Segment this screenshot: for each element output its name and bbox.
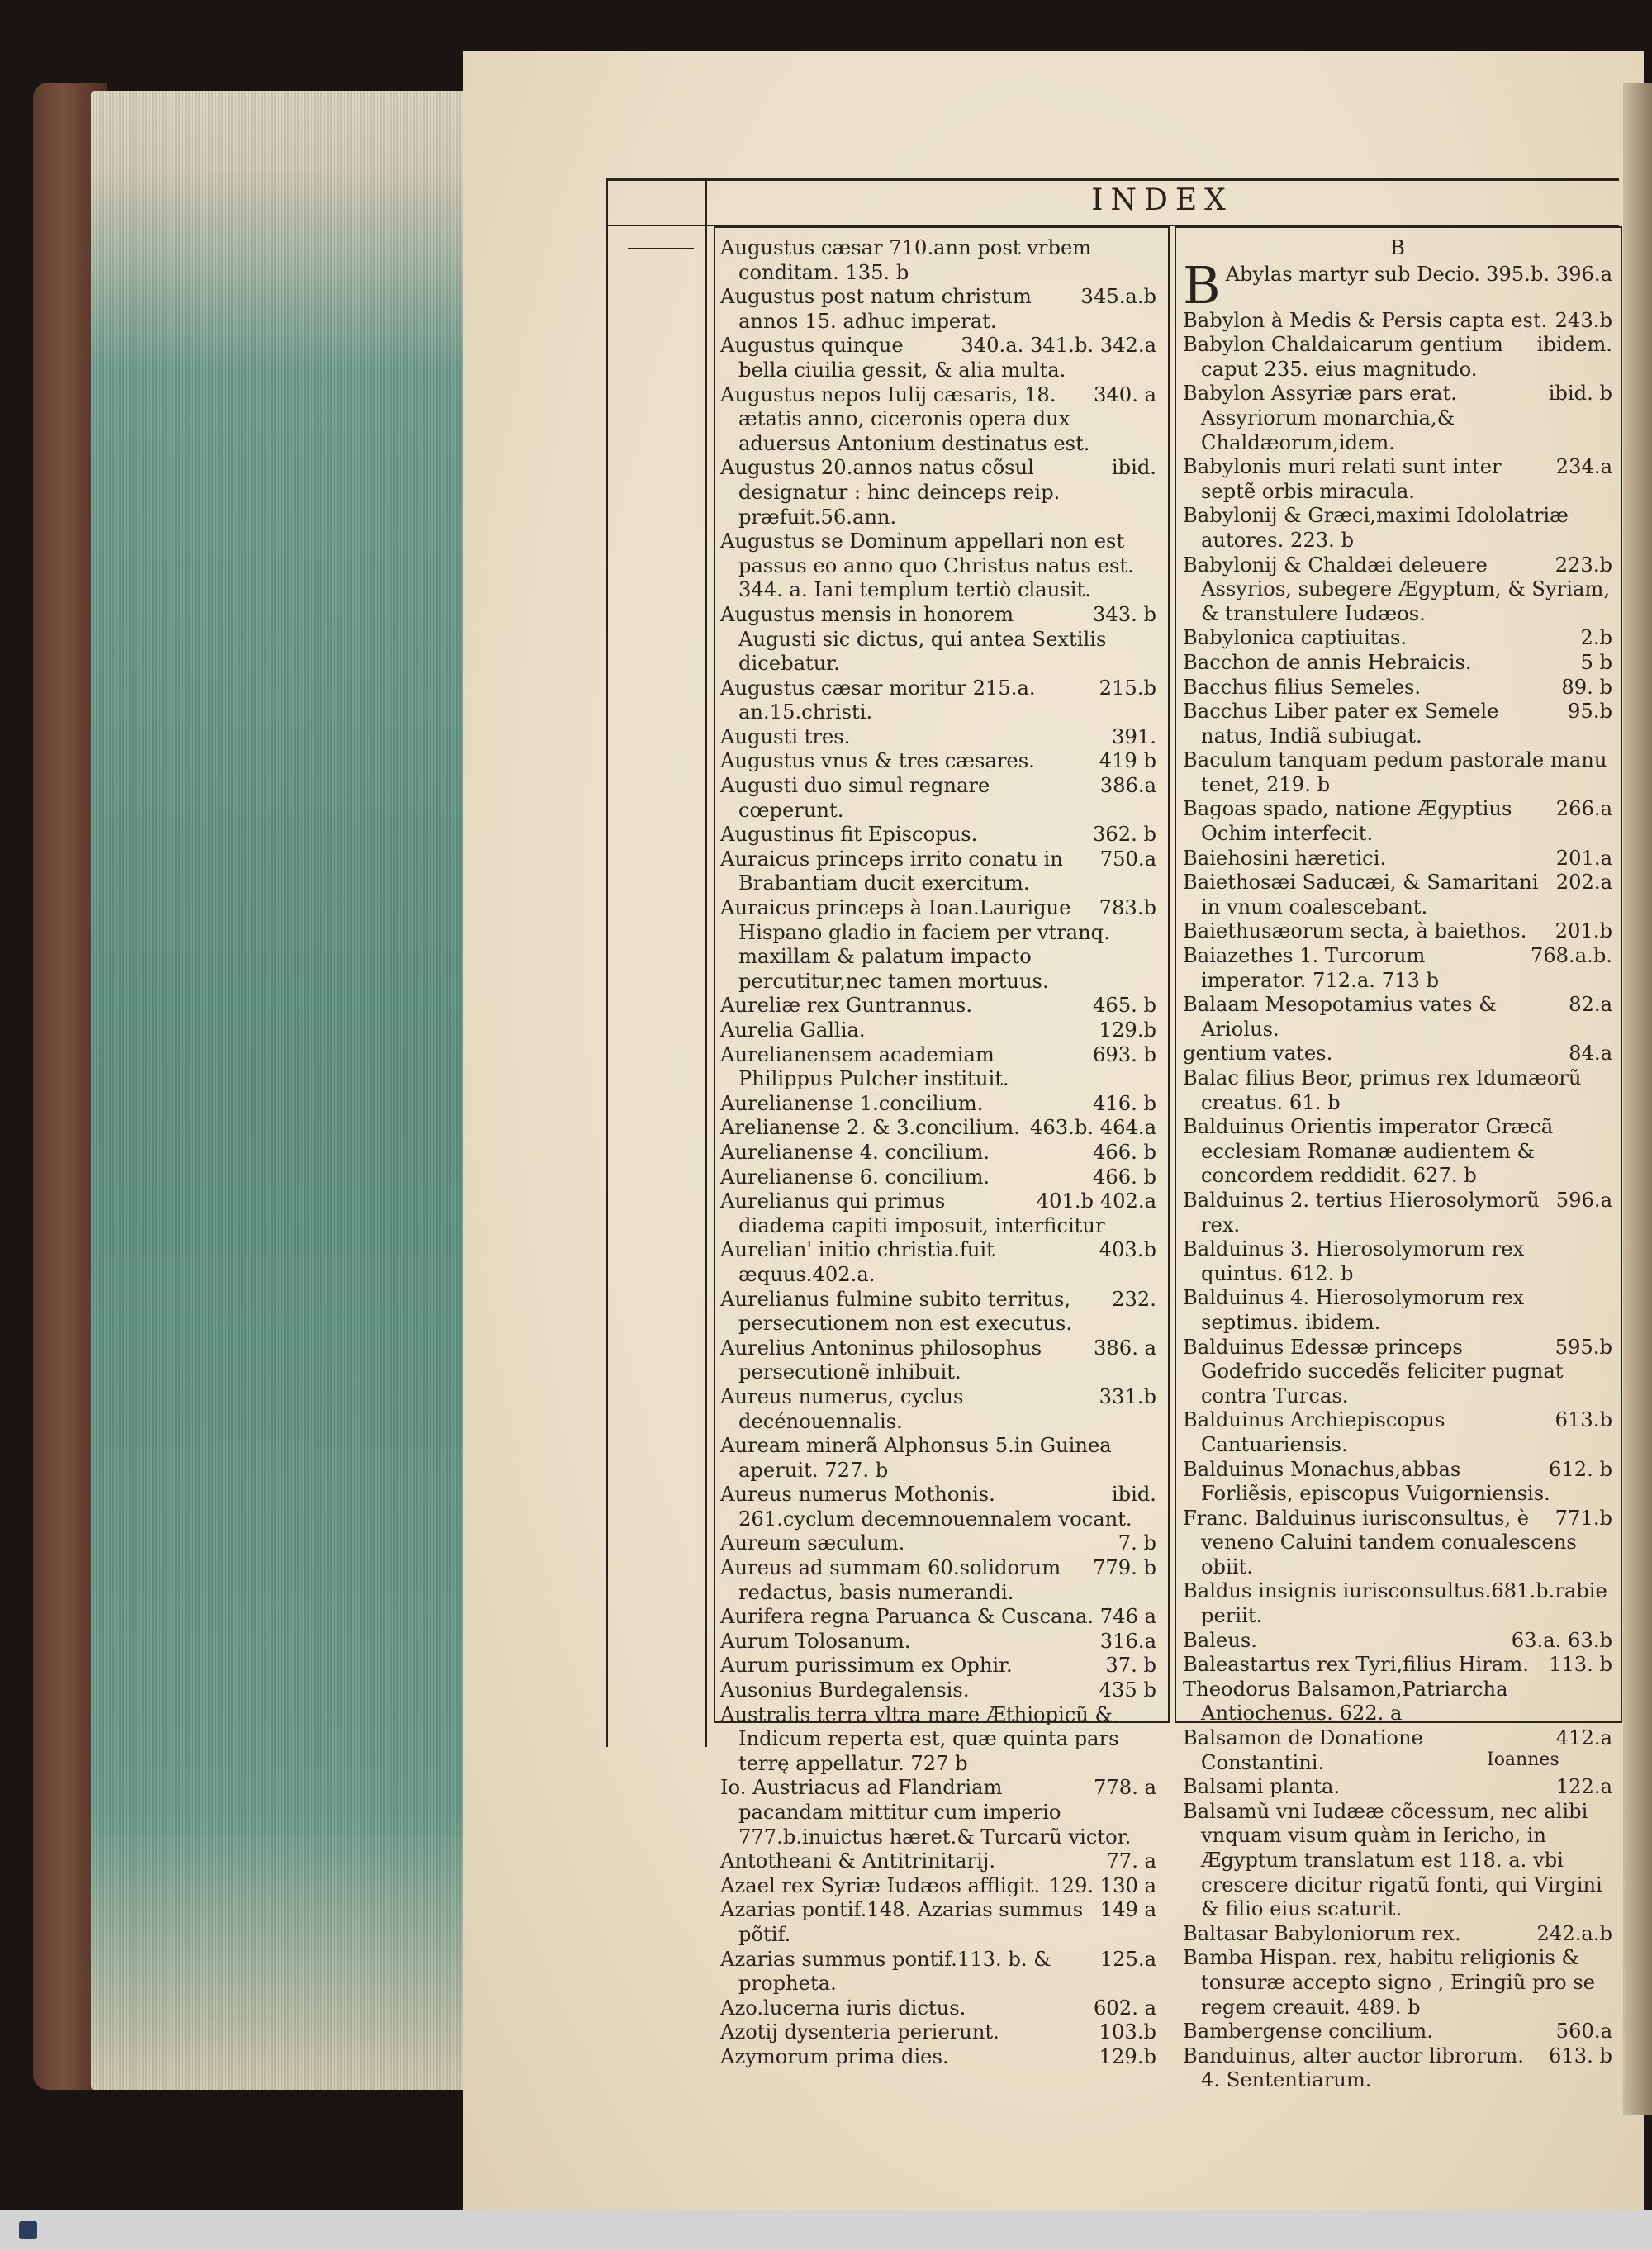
entry-ref: 465. b — [1092, 994, 1156, 1018]
entry-text: Balduinus 3. Hierosolymorum rex quintus. 612. b — [1183, 1237, 1525, 1285]
index-entry — [720, 1385, 1156, 1434]
entry-text: Azael rex Syriæ Iudæos affligit. — [720, 1873, 1041, 1897]
drop-cap: B — [1183, 254, 1221, 316]
entry-text: Auraicus princeps irrito conatu in Brabantiam ducit exercitum. — [720, 847, 1063, 895]
entry-ref: 386.a — [1099, 774, 1156, 798]
entry-ref: 63.a. 63.b — [1511, 1628, 1612, 1652]
entry-text: Ausonius Burdegalensis. — [720, 1678, 970, 1702]
entry-text: Aurelianus qui primus diadema capiti imposuit, interficitur — [720, 1189, 1105, 1237]
entry-text: Io. Austriacus ad Flandriam pacandam mittitur cum imperio 777.b.inuictus hæret.& Turcarũ victor. — [720, 1776, 1132, 1849]
entry-ref: 331.b — [1099, 1384, 1156, 1408]
index-entry — [720, 1043, 1156, 1092]
entry-text: Aurelianense 4. concilium. — [720, 1140, 990, 1164]
index-entry — [720, 2020, 1156, 2045]
entry-text: Balduinus 2. tertius Hierosolymorũ rex. — [1183, 1188, 1540, 1237]
entry-text: Balsamũ vni Iudææ cõcessum, nec alibi vnquam visum quàm in Iericho, in Ægyptum translatum est 118. a. vbi crescere dicitur rigatũ fonti, qui Virgini & filio eius scaturit. — [1183, 1799, 1602, 1921]
entry-ref: 37. b — [1105, 1654, 1156, 1678]
entry-text: Bacchus filius Semeles. — [1183, 675, 1422, 699]
entry-ref: 266.a — [1555, 797, 1612, 821]
entry-text: Aurelius Antoninus philosophus persecutionẽ inhibuit. — [720, 1336, 1042, 1384]
entry-ref: 412.a — [1555, 1726, 1612, 1750]
index-entry — [1183, 1189, 1612, 1237]
entry-ref: 345.a.b — [1080, 285, 1156, 309]
entry-text: Azo.lucerna iuris dictus. — [720, 1996, 966, 2020]
index-entry — [1183, 1678, 1612, 1726]
index-entry — [720, 725, 1156, 750]
entry-ref: 560.a — [1555, 2020, 1612, 2044]
entry-text: Aurelianensem academiam Philippus Pulcher instituit. — [720, 1042, 1009, 1091]
entry-ref: 103.b — [1099, 2020, 1156, 2044]
entry-text: Bambergense concilium. — [1183, 2020, 1433, 2044]
entry-ref: 125.a — [1099, 1947, 1156, 1971]
entry-text: Baculum tanquam pedum pastorale manu tenet, 219. b — [1183, 748, 1607, 796]
entry-text: Baleus. — [1183, 1628, 1257, 1652]
entry-text: Balaam Mesopotamius vates & Ariolus. — [1183, 993, 1497, 1041]
entry-ref: 435 b — [1099, 1678, 1156, 1702]
entry-text: Aureliæ rex Guntrannus. — [720, 994, 973, 1018]
entry-ref: 416. b — [1092, 1091, 1156, 1115]
index-entry — [720, 1654, 1156, 1678]
entry-ref: 89. b — [1561, 675, 1612, 699]
entry-text: Balduinus Monachus,abbas Forliẽsis, episcopus Vuigorniensis. — [1183, 1457, 1550, 1506]
entry-ref: 466. b — [1092, 1165, 1156, 1189]
entry-text: Azarias summus pontif.113. b. & propheta. — [720, 1947, 1051, 1996]
index-entry — [720, 1165, 1156, 1190]
entry-text: Augustus nepos Iulij cæsaris, 18. ætatis anno, ciceronis opera dux aduersus Antonium destinatus est. — [720, 382, 1090, 455]
entry-text: Augustus mensis in honorem Augusti sic dictus, qui antea Sextilis dicebatur. — [720, 602, 1107, 676]
entry-text: Azotij dysenteria perierunt. — [720, 2020, 999, 2044]
entry-text: gentium vates. — [1183, 1042, 1333, 1066]
entry-ref: ibid. — [1111, 456, 1156, 480]
entry-text: Bagoas spado, natione Ægyptius Ochim interfecit. — [1183, 797, 1512, 846]
entry-ref: 129.b — [1099, 2044, 1156, 2068]
entry-ref: 613. b — [1548, 2044, 1612, 2067]
index-entry — [1183, 1922, 1612, 1947]
entry-text: Banduinus, alter auctor librorum. 4. Sententiarum. — [1183, 2044, 1524, 2092]
entry-ref: 466. b — [1092, 1140, 1156, 1164]
entry-ref: 7. b — [1118, 1531, 1156, 1555]
library-logo-icon — [19, 2221, 37, 2239]
entry-text: Baiethosæi Saducæi, & Samaritani in vnum coalescebant. — [1183, 871, 1539, 919]
entry-ref: 612. b — [1548, 1457, 1612, 1481]
index-entry — [720, 1874, 1156, 1899]
entry-text: Aureus ad summam 60.solidorum redactus, basis numerandi. — [720, 1556, 1061, 1604]
entry-ref: 129. 130 a — [1049, 1873, 1156, 1897]
frame-inner-rule — [705, 181, 707, 1747]
index-entry — [720, 774, 1156, 823]
entry-ref: 84.a — [1569, 1042, 1612, 1066]
index-entry — [720, 823, 1156, 847]
index-entry — [1183, 651, 1612, 676]
right-column — [1183, 236, 1612, 2093]
entry-text: Balduinus Edessæ princeps Godefrido succedẽs feliciter pugnat contra Turcas. — [1183, 1335, 1564, 1407]
index-entry — [720, 1018, 1156, 1043]
entry-text: Baiehosini hæretici. — [1183, 846, 1387, 870]
entry-text: Babylonis muri relati sunt inter septẽ orbis miracula. — [1183, 455, 1502, 503]
entry-text: Theodorus Balsamon,Patriarcha Antiochenus. 622. a — [1183, 1677, 1508, 1725]
entry-text: Azymorum prima dies. — [720, 2044, 949, 2068]
entry-ref: 340.a. 341.b. 342.a — [961, 334, 1156, 358]
index-entry — [1183, 382, 1612, 455]
entry-ref: 746 a — [1099, 1605, 1156, 1629]
entry-ref: 202.a — [1555, 871, 1612, 895]
entry-text: Aurifera regna Paruanca & Cuscana. — [720, 1605, 1094, 1629]
entry-ref: 201.a — [1555, 846, 1612, 870]
index-entry — [1183, 626, 1612, 651]
index-entry — [720, 383, 1156, 457]
entry-text: Balduinus Orientis imperator Græcã ecclesiam Romanæ audientem & concordem reddidit. 627. b — [1183, 1115, 1554, 1188]
facing-page-edge — [1623, 83, 1652, 2115]
entry-ref: 391. — [1112, 724, 1156, 748]
index-entry — [720, 2045, 1156, 2070]
entry-text: Aureum sæculum. — [720, 1531, 905, 1555]
entry-ref: 234.a — [1555, 455, 1612, 479]
entry-ref: 340. a — [1094, 382, 1156, 406]
entry-text: Aurelia Gallia. — [720, 1018, 866, 1042]
left-column — [720, 236, 1156, 2070]
index-entry — [1183, 1042, 1612, 1066]
index-entry — [720, 896, 1156, 994]
index-entry — [720, 1092, 1156, 1117]
index-entry — [720, 1776, 1156, 1849]
entry-text: Babylonij & Chaldæi deleuere Assyrios, subegere Ægyptum, & Syriam, & transtulere Iudæos. — [1183, 553, 1611, 625]
entry-text: Babylon à Medis & Persis capta est. — [1183, 308, 1548, 332]
entry-text: Antotheani & Antitrinitarij. — [720, 1849, 996, 1873]
entry-text: Auraicus princeps à Ioan.Laurigue Hispano gladio in faciem per vtranq. maxillam & palatum impacto percutitur,nec tamen mortuus. — [720, 896, 1110, 993]
index-entry — [1183, 1507, 1612, 1580]
index-entry — [720, 603, 1156, 676]
index-entry — [720, 1336, 1156, 1385]
catchword: Ioannes — [1487, 1749, 1559, 1770]
entry-text: Aurelianense 1.concilium. — [720, 1091, 984, 1115]
entry-text: Aureus numerus Mothonis. 261.cyclum decemnouennalem vocant. — [720, 1483, 1132, 1531]
entry-text: Bamba Hispan. rex, habitu religionis & tonsuræ accepto signo , Eringiũ pro se regem creauit. 489. b — [1183, 1946, 1595, 2019]
entry-ref: 768.a.b. — [1530, 944, 1612, 968]
entry-text: Aurelianus fulmine subito territus, persecutionem non est executus. — [720, 1287, 1073, 1336]
entry-ref: 362. b — [1092, 823, 1156, 847]
index-entry — [720, 1141, 1156, 1165]
frame-outer-rule — [606, 181, 608, 1747]
entry-ref: ibid. b — [1548, 382, 1612, 406]
entry-text: Bacchus Liber pater ex Semele natus, Indiã subiugat. — [1183, 700, 1499, 748]
entry-text: Abylas martyr sub Decio. — [1225, 262, 1480, 286]
entry-text: Baiethusæorum secta, à baiethos. — [1183, 919, 1527, 943]
entry-text: Babylonij & Græci,maximi Idololatriæ autores. 223. b — [1183, 504, 1569, 552]
index-entry — [1183, 871, 1612, 919]
index-entry — [1183, 847, 1612, 871]
entry-ref: 113. b — [1548, 1653, 1612, 1677]
entry-text: Baleastartus rex Tyri,filius Hiram. — [1183, 1653, 1529, 1677]
index-entry — [720, 334, 1156, 382]
entry-text: Auream minerã Alphonsus 5.in Guinea aperuit. 727. b — [720, 1434, 1112, 1482]
entry-ref: 596.a — [1555, 1188, 1612, 1212]
index-entry — [720, 847, 1156, 896]
entry-ref: 463.b. 464.a — [1030, 1116, 1156, 1140]
index-entry — [720, 529, 1156, 603]
entry-text: Balac filius Beor, primus rex Idumæorũ creatus. 61. b — [1183, 1066, 1582, 1114]
entry-text: Babylon Assyriæ pars erat. Assyriorum monarchia,& Chaldæorum,idem. — [1183, 382, 1457, 454]
entry-ref: ibidem. — [1536, 333, 1612, 357]
entry-ref: 750.a — [1099, 847, 1156, 871]
entry-ref: 149 a — [1099, 1898, 1156, 1922]
index-entry — [1183, 1066, 1612, 1115]
index-entry — [720, 1948, 1156, 1996]
page-edges — [91, 91, 467, 2090]
index-entry — [720, 676, 1156, 725]
entry-text: Arelianense 2. & 3.concilium. — [720, 1116, 1020, 1140]
entry-ref: 386. a — [1094, 1336, 1156, 1360]
entry-text: Augustus quinque bella ciuilia gessit, & alia multa. — [720, 334, 1066, 382]
entry-text: Franc. Balduinus iurisconsultus, è veneno Caluini tandem conualescens obiit. — [1183, 1506, 1577, 1578]
index-entry — [1183, 944, 1612, 993]
entry-ref: 595.b — [1555, 1335, 1612, 1359]
index-entry — [1183, 2020, 1612, 2044]
entry-text: Balduinus Archiepiscopus Cantuariensis. — [1183, 1408, 1446, 1456]
entry-ref: 783.b — [1099, 896, 1156, 920]
entry-text: Aurum purissimum ex Ophir. — [720, 1654, 1013, 1678]
index-entry — [1183, 748, 1612, 797]
index-entry — [720, 994, 1156, 1018]
index-entry — [1183, 309, 1612, 334]
entry-text: Babylonica captiuitas. — [1183, 626, 1408, 650]
entry-text: Augustus cæsar 710.ann post vrbem conditam. 135. b — [720, 236, 1092, 284]
index-entry — [720, 1434, 1156, 1483]
index-entry — [1183, 333, 1612, 382]
index-entry — [1183, 1775, 1612, 1800]
entry-text: Baldus insignis iurisconsultus.681.b.rabie periit. — [1183, 1579, 1607, 1628]
entry-text: Augustus vnus & tres cæsares. — [720, 749, 1035, 773]
entry-ref: ibid. — [1111, 1483, 1156, 1507]
entry-text: Balsami planta. — [1183, 1775, 1341, 1799]
index-entry — [720, 1630, 1156, 1654]
entry-text: Babylon Chaldaicarum gentium caput 235. eius magnitudo. — [1183, 333, 1503, 381]
entry-ref: 82.a — [1569, 993, 1612, 1017]
entry-text: Aurelianense 6. concilium. — [720, 1165, 990, 1189]
index-entry — [720, 1678, 1156, 1703]
entry-ref: 129.b — [1099, 1018, 1156, 1042]
entry-ref: 771.b — [1555, 1506, 1612, 1530]
entry-ref: 122.a — [1555, 1775, 1612, 1799]
index-entry — [720, 456, 1156, 529]
page-header: INDEX — [1091, 183, 1233, 217]
index-entry — [1183, 700, 1612, 748]
index-entry — [1183, 1336, 1612, 1409]
entry-text: Aurelian' initio christia.fuit æquus.402.a. — [720, 1238, 995, 1286]
index-entry — [720, 1531, 1156, 1556]
index-entry — [1183, 1237, 1612, 1286]
entry-ref: 215.b — [1099, 676, 1156, 700]
library-logo — [10, 2214, 46, 2247]
index-entry — [1183, 919, 1612, 944]
index-entry — [1183, 1579, 1612, 1628]
entry-ref: 201.b — [1555, 919, 1612, 943]
index-entry — [1183, 1408, 1612, 1457]
entry-text: Augusti tres. — [720, 724, 851, 748]
entry-ref: 242.a.b — [1536, 1921, 1612, 1945]
entry-text: Baltasar Babyloniorum rex. — [1183, 1921, 1461, 1945]
entry-ref: 778. a — [1094, 1776, 1156, 1800]
index-entry — [1183, 455, 1612, 504]
entry-text: Aureus numerus, cyclus decénouennalis. — [720, 1384, 964, 1433]
index-entry — [1183, 553, 1612, 627]
entry-ref: 419 b — [1099, 749, 1156, 773]
index-entry — [720, 1849, 1156, 1874]
index-entry — [1183, 254, 1612, 316]
index-entry — [1183, 1286, 1612, 1335]
entry-ref: 395.b. 396.a — [1486, 262, 1612, 286]
index-entry — [1183, 1653, 1612, 1678]
entry-ref: 779. b — [1092, 1556, 1156, 1580]
index-entry — [720, 285, 1156, 334]
section-letter: B — [1390, 236, 1405, 259]
index-entry — [1183, 1946, 1612, 2020]
entry-text: Australis terra vltra mare Æthiopicũ & Indicum reperta est, quæ quinta pars terrę appellatur. 727 b — [720, 1702, 1119, 1775]
index-entry — [720, 1898, 1156, 1947]
entry-text: Aurum Tolosanum. — [720, 1629, 911, 1653]
entry-text: Augustus cæsar moritur 215.a. an.15.christi. — [720, 676, 1036, 724]
index-entry — [1183, 676, 1612, 700]
entry-ref: 232. — [1112, 1287, 1156, 1311]
entry-ref: 613.b — [1555, 1408, 1612, 1432]
index-entry — [1183, 1458, 1612, 1507]
entry-ref: 5 b — [1580, 650, 1612, 674]
index-entry — [1183, 1115, 1612, 1189]
entry-ref: 403.b — [1099, 1238, 1156, 1262]
entry-ref: 2.b — [1580, 626, 1612, 650]
index-entry — [1183, 993, 1612, 1042]
index-entry — [720, 1483, 1156, 1531]
entry-ref: 243.b — [1555, 308, 1612, 332]
index-entry — [720, 1288, 1156, 1336]
entry-text: Bacchon de annis Hebraicis. — [1183, 650, 1472, 674]
index-entry — [720, 1703, 1156, 1777]
index-entry — [1183, 797, 1612, 846]
entry-text: Augustus post natum christum annos 15. adhuc imperat. — [720, 285, 1032, 333]
entry-text: Azarias pontif.148. Azarias summus põtif. — [720, 1898, 1084, 1946]
entry-ref: 223.b — [1555, 553, 1612, 577]
index-entry — [720, 749, 1156, 774]
entry-ref: 401.b 402.a — [1036, 1189, 1156, 1213]
entry-ref: 343. b — [1092, 602, 1156, 626]
index-entry — [720, 1605, 1156, 1630]
entry-ref: 602. a — [1094, 1996, 1156, 2020]
viewer-footer-bar — [0, 2210, 1652, 2250]
entry-text: Augustinus fit Episcopus. — [720, 823, 978, 847]
entry-text: Augustus se Dominum appellari non est passus eo anno quo Christus natus est. 344. a. Iani templum tertiò clausit. — [720, 529, 1134, 602]
index-entry — [1183, 1629, 1612, 1654]
index-entry — [1183, 2044, 1612, 2093]
index-entry — [720, 1238, 1156, 1287]
index-entry — [720, 1116, 1156, 1141]
entry-ref: 316.a — [1099, 1629, 1156, 1653]
entry-text: Balsamon de Donatione Constantini. — [1183, 1726, 1423, 1774]
index-entry — [1183, 1800, 1612, 1922]
entry-text: Baiazethes 1. Turcorum imperator. 712.a. 713 b — [1183, 944, 1440, 992]
entry-text: Augustus 20.annos natus cõsul designatur : hinc deinceps reip. præfuit.56.ann. — [720, 456, 1061, 529]
entry-ref: 693. b — [1092, 1042, 1156, 1066]
entry-text: Augusti duo simul regnare cœperunt. — [720, 774, 990, 822]
index-entry — [720, 1189, 1156, 1238]
margin-rule — [628, 248, 694, 249]
entry-ref: 95.b — [1568, 700, 1612, 724]
index-entry — [720, 236, 1156, 285]
entry-text: Balduinus 4. Hierosolymorum rex septimus. ibidem. — [1183, 1286, 1525, 1334]
index-entry — [1183, 504, 1612, 553]
index-entry — [720, 1996, 1156, 2021]
index-entry — [720, 1556, 1156, 1605]
entry-ref: 77. a — [1106, 1849, 1156, 1873]
